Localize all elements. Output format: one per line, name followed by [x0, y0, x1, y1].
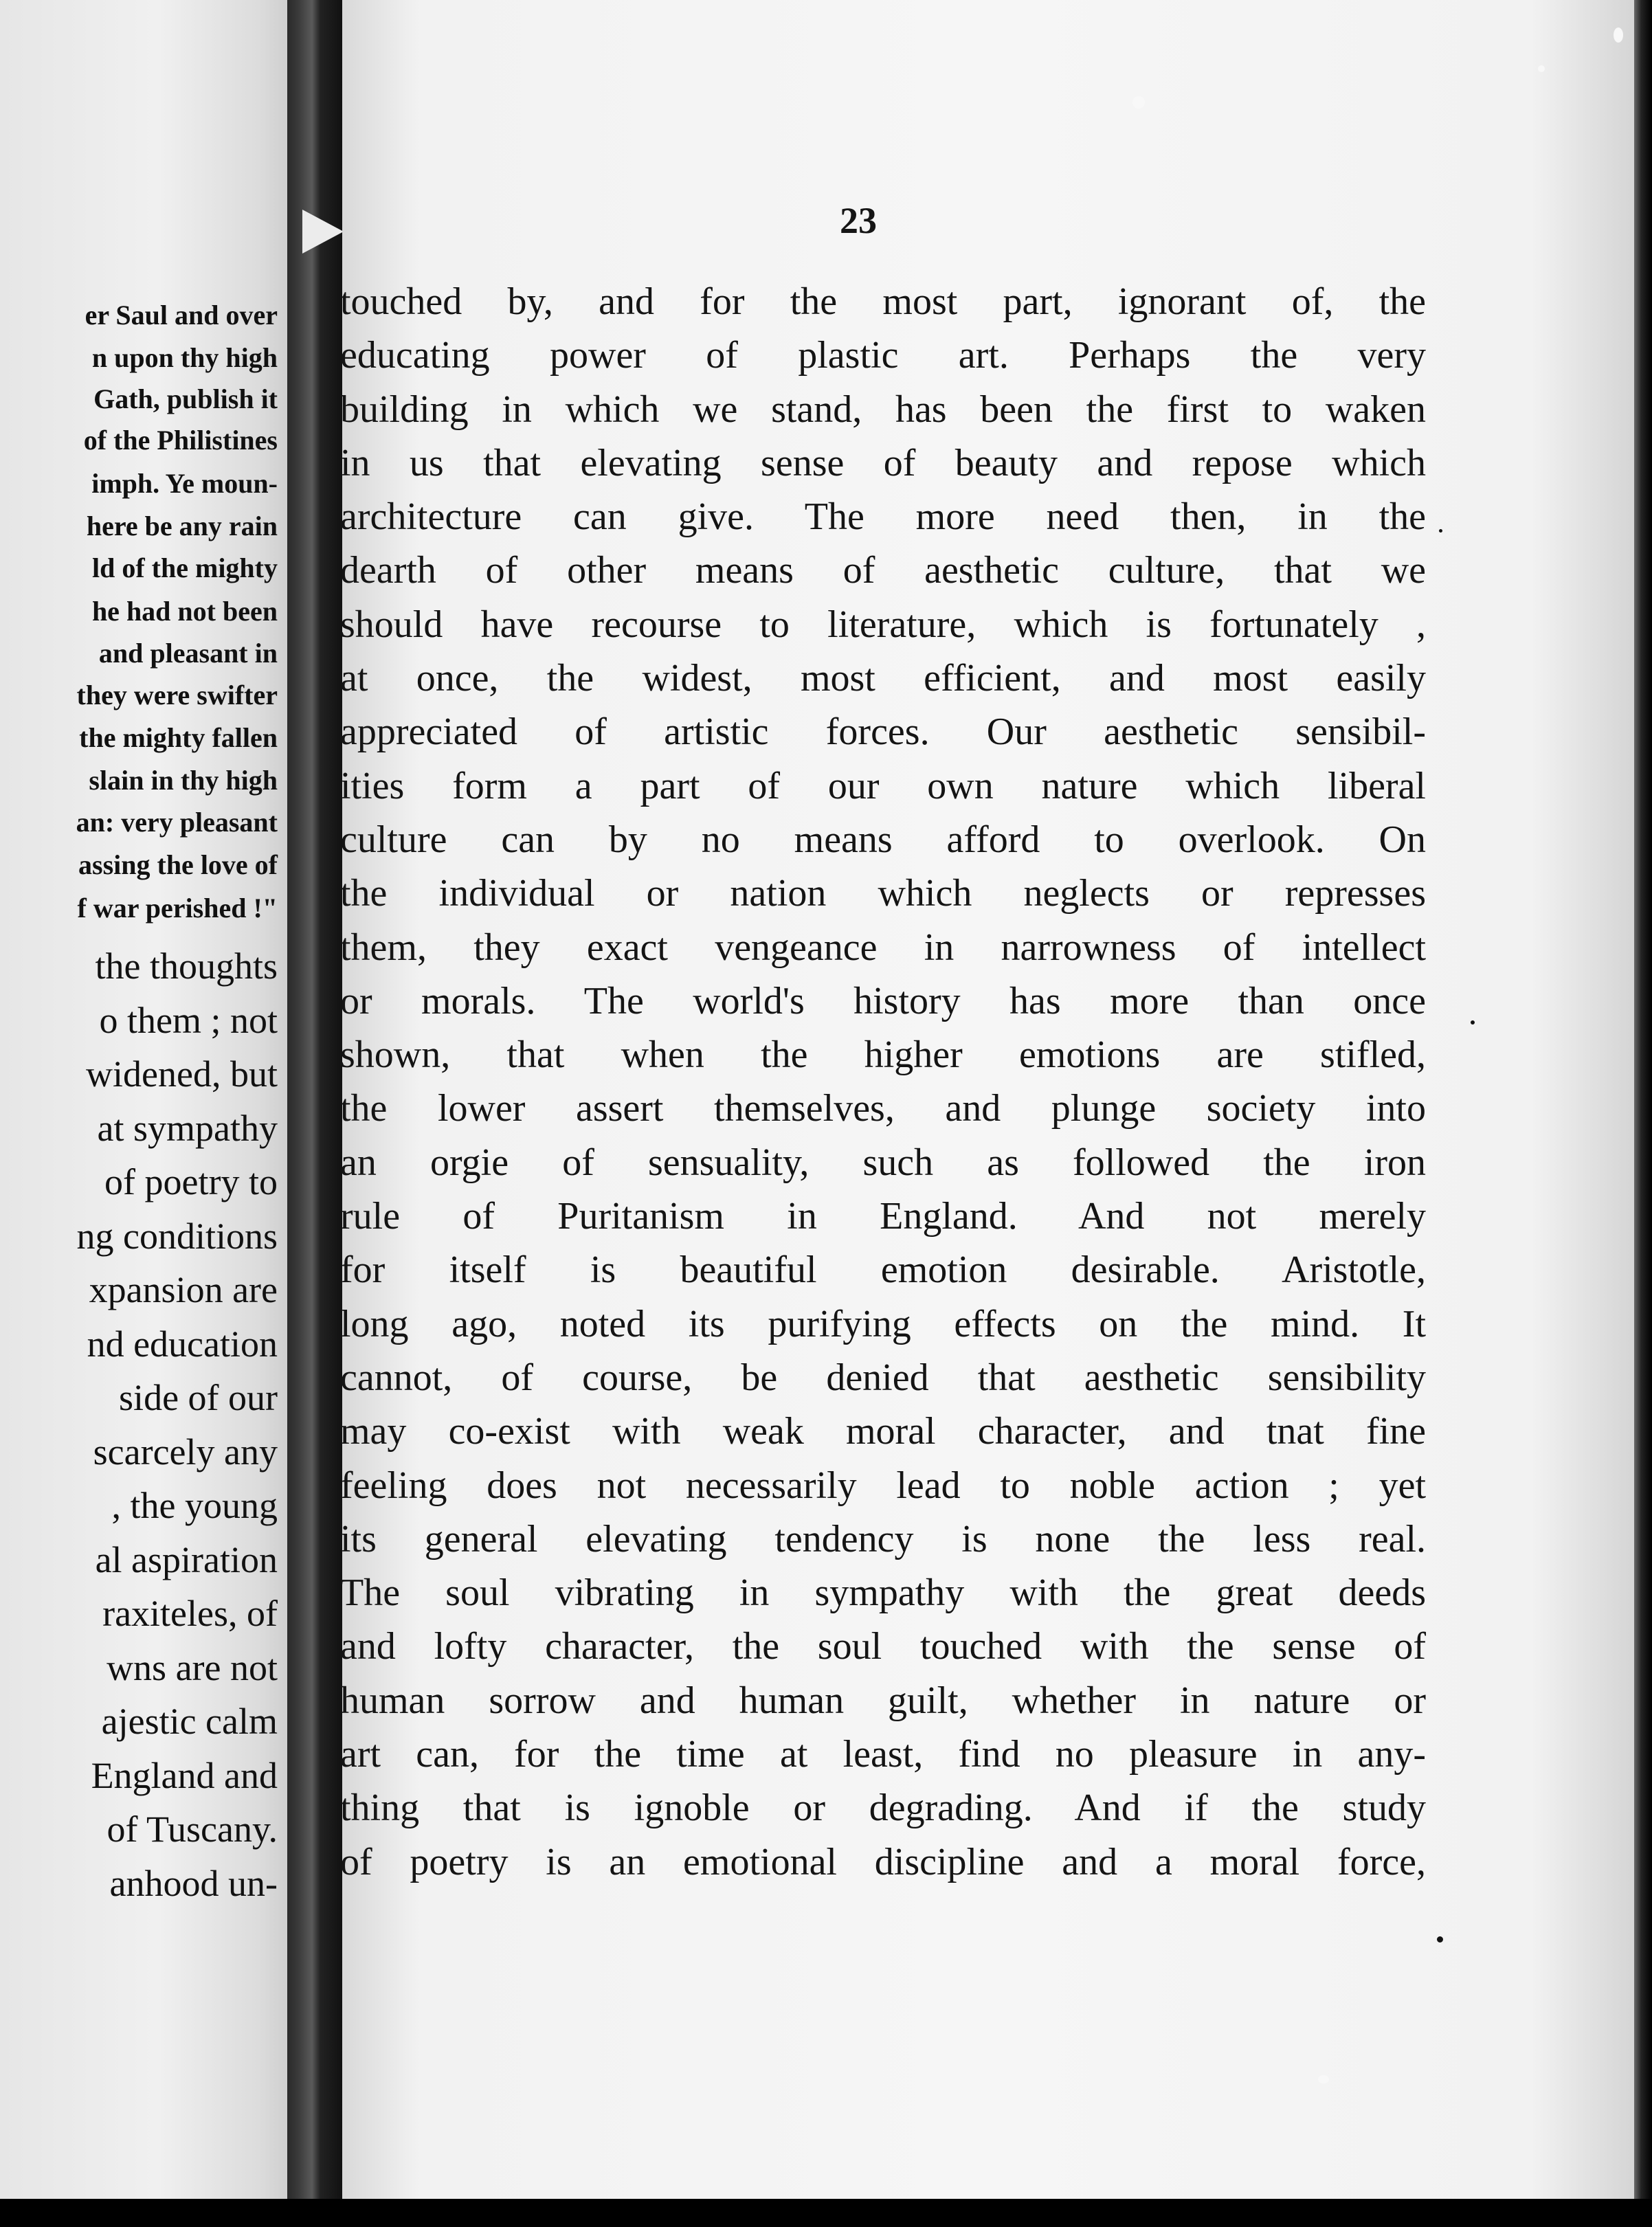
text-line: The soul vibrating in sympathy with the great deeds: [340, 1571, 1426, 1615]
page-number: 23: [840, 200, 877, 241]
facing-page-line: of Tuscany.: [107, 1809, 278, 1850]
facing-page-line: assing the love of: [78, 849, 278, 880]
facing-page-line: of the Philistines: [83, 425, 278, 456]
text-line: culture can by no means afford to overlook. On: [340, 818, 1426, 861]
facing-page-line: n upon thy high: [91, 342, 278, 373]
facing-page-line: anhood un-: [109, 1862, 278, 1904]
text-line: art can, for the time at least, find no pleasure in any-: [340, 1733, 1426, 1776]
text-line: touched by, and for the most part, ignorant of, the: [340, 280, 1426, 323]
facing-page-line: ajestic calm: [101, 1701, 278, 1742]
text-line: of poetry is an emotional discipline and a moral force,: [340, 1840, 1426, 1883]
text-line: an orgie of sensuality, such as followed the iron: [340, 1141, 1426, 1184]
text-line: educating power of plastic art. Perhaps the very: [340, 334, 1426, 377]
text-line: at once, the widest, most efficient, and most easily: [340, 657, 1426, 700]
paper-speck: [1132, 96, 1145, 109]
facing-page-line: er Saul and over: [85, 300, 278, 331]
facing-page-line: , the young: [111, 1485, 278, 1526]
paper-speck: [1614, 27, 1623, 43]
ink-dot: [1437, 1936, 1443, 1943]
facing-page-line: the thoughts: [95, 945, 278, 987]
facing-page-line: Gath, publish it: [93, 383, 278, 414]
paper-speck: [1538, 65, 1545, 72]
facing-page-line: scarcely any: [93, 1431, 278, 1473]
facing-page-line: wns are not: [107, 1646, 278, 1688]
ink-dot: [1439, 529, 1442, 533]
facing-page-line: xpansion are: [89, 1269, 278, 1310]
facing-page-line: o them ; not: [99, 999, 278, 1041]
facing-page-left: [0, 0, 287, 2206]
text-line: its general elevating tendency is none the less real.: [340, 1517, 1426, 1560]
text-line: for itself is beautiful emotion desirable. Aristotle,: [340, 1249, 1426, 1292]
facing-page-line: side of our: [119, 1377, 278, 1418]
facing-page-line: he had not been: [91, 596, 278, 627]
text-line: human sorrow and human guilt, whether in nature or: [340, 1679, 1426, 1722]
scan-right-edge: [1634, 0, 1652, 2227]
text-line: the individual or nation which neglects or represses: [340, 872, 1426, 915]
facing-page-line: slain in thy high: [89, 765, 278, 796]
book-binding-gutter: [287, 0, 342, 2206]
facing-page-line: nd education: [87, 1323, 278, 1365]
text-line: them, they exact vengeance in narrowness of intellect: [340, 926, 1426, 969]
text-line: rule of Puritanism in England. And not merely: [340, 1195, 1426, 1238]
text-line: cannot, of course, be denied that aesthetic sensibility: [340, 1356, 1426, 1399]
facing-page-line: the mighty fallen: [79, 722, 278, 753]
page-corner-tab: [302, 210, 344, 254]
text-line: should have recourse to literature, which is fortunately ,: [340, 603, 1426, 646]
text-line: dearth of other means of aesthetic culture, that we: [340, 549, 1426, 592]
page-body-text: [340, 275, 1426, 1889]
facing-page-line: England and: [91, 1754, 278, 1796]
text-line: and lofty character, the soul touched with the sense of: [340, 1625, 1426, 1668]
facing-page-line: an: very pleasant: [76, 807, 278, 838]
text-line: may co-exist with weak moral character, and tnat fine: [340, 1410, 1426, 1453]
text-line: building in which we stand, has been the first to waken: [340, 388, 1426, 431]
text-line: ities form a part of our own nature which liberal: [340, 764, 1426, 807]
text-line: or morals. The world's history has more than once: [340, 979, 1426, 1022]
facing-page-line: ng conditions: [76, 1215, 278, 1257]
facing-page-line: and pleasant in: [98, 638, 278, 669]
text-line: appreciated of artistic forces. Our aesthetic sensibil-: [340, 710, 1426, 754]
facing-page-line: raxiteles, of: [102, 1593, 278, 1634]
facing-page-line: al aspiration: [95, 1538, 278, 1580]
text-line: long ago, noted its purifying effects on the mind. It: [340, 1302, 1426, 1345]
text-line: thing that is ignoble or degrading. And if the study: [340, 1787, 1426, 1830]
facing-page-line: ld of the mighty: [92, 552, 278, 583]
facing-page-line: widened, but: [86, 1053, 278, 1095]
facing-page-line: they were swifter: [76, 680, 278, 710]
text-line: feeling does not necessarily lead to noble action ; yet: [340, 1464, 1426, 1507]
text-line: the lower assert themselves, and plunge society into: [340, 1087, 1426, 1130]
ink-dot: [1471, 1020, 1475, 1025]
text-line: architecture can give. The more need then, in the: [340, 495, 1426, 539]
facing-page-line: f war perished !": [77, 893, 278, 924]
text-line: in us that elevating sense of beauty and repose which: [340, 441, 1426, 484]
facing-page-line: of poetry to: [104, 1161, 278, 1202]
facing-page-line: here be any rain: [86, 511, 278, 541]
facing-page-line: imph. Ye moun-: [91, 468, 278, 499]
text-line: shown, that when the higher emotions are stifled,: [340, 1033, 1426, 1077]
scan-bottom-edge: [0, 2199, 1652, 2227]
facing-page-line: at sympathy: [97, 1107, 278, 1149]
paper-speck: [1318, 2075, 1329, 2083]
